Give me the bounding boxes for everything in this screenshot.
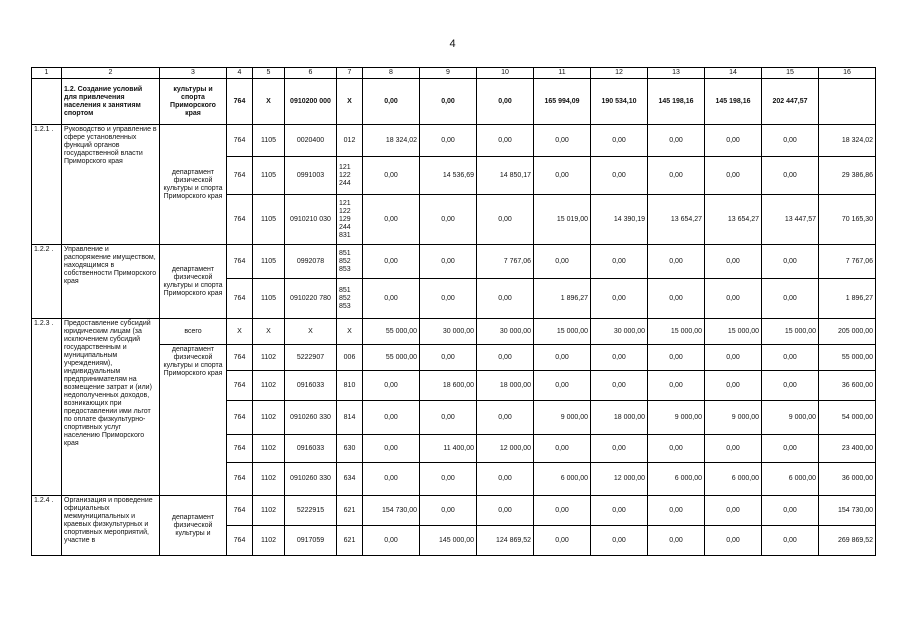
cell-c5: 1105 [253, 157, 285, 195]
cell-c6: 5222907 [285, 345, 337, 371]
cell-c5: X [253, 79, 285, 125]
cell-value: 0,00 [534, 245, 591, 279]
cell-value: 145 198,16 [648, 79, 705, 125]
row-executor: департамент физической культуры и спорта Приморского края [160, 345, 227, 496]
cell-value: 29 386,86 [819, 157, 876, 195]
cell-value: 0,00 [534, 125, 591, 157]
cell-value: 9 000,00 [648, 401, 705, 435]
cell-value: 0,00 [648, 157, 705, 195]
cell-c5: 1102 [253, 371, 285, 401]
cell-value: 0,00 [420, 463, 477, 496]
column-header: 15 [762, 68, 819, 79]
cell-value: 0,00 [591, 279, 648, 319]
row-number: 1.2.3 . [32, 319, 62, 496]
cell-value: 0,00 [534, 496, 591, 526]
cell-value: 18 324,02 [819, 125, 876, 157]
cell-value: 0,00 [648, 496, 705, 526]
cell-value: 0,00 [648, 371, 705, 401]
cell-c4: 764 [227, 526, 253, 556]
cell-value: 0,00 [648, 245, 705, 279]
table-row [32, 125, 876, 157]
cell-value: 165 994,09 [534, 79, 591, 125]
cell-c6: 0910260 330 [285, 401, 337, 435]
column-header: 10 [477, 68, 534, 79]
cell-c7: 810 [337, 371, 363, 401]
cell-c5: 1102 [253, 345, 285, 371]
cell-value: 154 730,00 [819, 496, 876, 526]
table-row [32, 79, 876, 125]
cell-value: 0,00 [591, 371, 648, 401]
row-executor: департамент физической культуры и спорта Приморского края [160, 245, 227, 319]
cell-value: 0,00 [420, 496, 477, 526]
column-header: 16 [819, 68, 876, 79]
cell-c4: 764 [227, 79, 253, 125]
cell-value: 145 198,16 [705, 79, 762, 125]
cell-value: 154 730,00 [363, 496, 420, 526]
cell-value: 0,00 [477, 496, 534, 526]
cell-c6: 0910200 000 [285, 79, 337, 125]
cell-value: 0,00 [363, 463, 420, 496]
cell-value: 30 000,00 [477, 319, 534, 345]
table-row [32, 496, 876, 526]
cell-value: 13 654,27 [705, 195, 762, 245]
cell-value: 0,00 [762, 371, 819, 401]
cell-c5: X [253, 319, 285, 345]
column-header: 4 [227, 68, 253, 79]
cell-value: 6 000,00 [762, 463, 819, 496]
cell-value: 205 000,00 [819, 319, 876, 345]
cell-c7: 814 [337, 401, 363, 435]
cell-c6: 0991003 [285, 157, 337, 195]
column-header: 5 [253, 68, 285, 79]
cell-value: 0,00 [534, 435, 591, 463]
cell-value: 0,00 [705, 279, 762, 319]
cell-value: 0,00 [705, 371, 762, 401]
cell-value: 15 000,00 [762, 319, 819, 345]
cell-value: 0,00 [762, 526, 819, 556]
cell-value: 0,00 [420, 79, 477, 125]
cell-value: 0,00 [648, 345, 705, 371]
cell-value: 0,00 [705, 245, 762, 279]
cell-c7: 012 [337, 125, 363, 157]
cell-value: 0,00 [477, 195, 534, 245]
cell-c7: 621 [337, 526, 363, 556]
cell-value: 0,00 [648, 125, 705, 157]
cell-value: 0,00 [705, 435, 762, 463]
cell-c5: 1102 [253, 496, 285, 526]
cell-value: 0,00 [705, 496, 762, 526]
cell-value: 0,00 [762, 245, 819, 279]
cell-value: 7 767,06 [819, 245, 876, 279]
cell-c7: X [337, 79, 363, 125]
cell-value: 14 536,69 [420, 157, 477, 195]
header-row [32, 68, 876, 79]
cell-value: 0,00 [420, 195, 477, 245]
cell-value: 0,00 [477, 279, 534, 319]
cell-value: 23 400,00 [819, 435, 876, 463]
cell-c7: 851 852 853 [337, 279, 363, 319]
cell-value: 0,00 [534, 157, 591, 195]
cell-c6: 0910220 780 [285, 279, 337, 319]
cell-c6: 0020400 [285, 125, 337, 157]
column-header: 3 [160, 68, 227, 79]
row-name: 1.2. Создание условий для привлечения населения к занятиям спортом [62, 79, 160, 125]
cell-value: 7 767,06 [477, 245, 534, 279]
cell-c6: 0916033 [285, 371, 337, 401]
row-name: Управление и распоряжение имуществом, находящимся в собственности Приморского края [62, 245, 160, 319]
cell-value: 15 000,00 [705, 319, 762, 345]
cell-value: 14 390,19 [591, 195, 648, 245]
cell-c4: 764 [227, 435, 253, 463]
cell-value: 18 000,00 [591, 401, 648, 435]
cell-c7: 006 [337, 345, 363, 371]
cell-value: 6 000,00 [534, 463, 591, 496]
cell-value: 0,00 [420, 279, 477, 319]
cell-value: 55 000,00 [363, 319, 420, 345]
column-header: 1 [32, 68, 62, 79]
cell-value: 0,00 [477, 401, 534, 435]
cell-value: 0,00 [591, 245, 648, 279]
cell-value: 15 000,00 [648, 319, 705, 345]
cell-value: 36 000,00 [819, 463, 876, 496]
cell-c7: 621 [337, 496, 363, 526]
cell-value: 0,00 [591, 496, 648, 526]
row-executor: департамент физической культуры и [160, 496, 227, 556]
cell-value: 145 000,00 [420, 526, 477, 556]
cell-value: 0,00 [648, 279, 705, 319]
column-header: 11 [534, 68, 591, 79]
cell-value: 0,00 [762, 157, 819, 195]
cell-value: 14 850,17 [477, 157, 534, 195]
cell-value: 0,00 [705, 125, 762, 157]
row-number [32, 79, 62, 125]
cell-value: 11 400,00 [420, 435, 477, 463]
row-name: Руководство и управление в сфере установленных функций органов государственной власти Приморского края [62, 125, 160, 245]
cell-value: 0,00 [648, 526, 705, 556]
column-header: 6 [285, 68, 337, 79]
cell-value: 0,00 [477, 125, 534, 157]
cell-c6: 0917059 [285, 526, 337, 556]
cell-value: 0,00 [591, 526, 648, 556]
cell-c7: 634 [337, 463, 363, 496]
cell-value: 0,00 [762, 496, 819, 526]
cell-value: 12 000,00 [591, 463, 648, 496]
cell-value: 6 000,00 [705, 463, 762, 496]
column-header: 7 [337, 68, 363, 79]
cell-value [819, 79, 876, 125]
cell-value: 1 896,27 [534, 279, 591, 319]
cell-value: 18 324,02 [363, 125, 420, 157]
cell-c5: 1105 [253, 195, 285, 245]
cell-c4: 764 [227, 245, 253, 279]
cell-value: 13 654,27 [648, 195, 705, 245]
cell-c5: 1102 [253, 435, 285, 463]
cell-value: 0,00 [648, 435, 705, 463]
row-name: Организация и проведение официальных межмуниципальных и краевых физкультурных и спортивных мероприятий, участие в [62, 496, 160, 556]
cell-value: 9 000,00 [762, 401, 819, 435]
cell-value: 9 000,00 [534, 401, 591, 435]
cell-c5: 1105 [253, 279, 285, 319]
column-header: 2 [62, 68, 160, 79]
cell-value: 0,00 [477, 345, 534, 371]
row-name: Предоставление субсидий юридическим лицам (за исключением субсидий государственным и муниципальным учреждениям), индивидуальным предпринимателям на возмещение затрат и (или) недополученных доходов, возникающих при предоставлении ими льгот по оплате физкультурно-спортивных услуг населению Приморского края [62, 319, 160, 496]
cell-c7: 851 852 853 [337, 245, 363, 279]
cell-c5: 1105 [253, 125, 285, 157]
cell-c5: 1102 [253, 401, 285, 435]
cell-value: 0,00 [705, 526, 762, 556]
cell-value: 0,00 [363, 79, 420, 125]
column-header: 14 [705, 68, 762, 79]
cell-value: 190 534,10 [591, 79, 648, 125]
cell-c4: 764 [227, 496, 253, 526]
cell-value: 0,00 [591, 157, 648, 195]
cell-value: 0,00 [762, 345, 819, 371]
cell-value: 0,00 [420, 125, 477, 157]
cell-value: 18 000,00 [477, 371, 534, 401]
cell-value: 18 600,00 [420, 371, 477, 401]
cell-c6: 0910210 030 [285, 195, 337, 245]
cell-c5: 1102 [253, 463, 285, 496]
row-executor: всего [160, 319, 227, 345]
cell-value: 0,00 [363, 371, 420, 401]
cell-c7: 121 122 244 [337, 157, 363, 195]
row-executor: департамент физической культуры и спорта Приморского края [160, 125, 227, 245]
cell-value: 0,00 [591, 435, 648, 463]
cell-c6: X [285, 319, 337, 345]
cell-c4: 764 [227, 125, 253, 157]
cell-value: 0,00 [363, 157, 420, 195]
cell-c4: 764 [227, 401, 253, 435]
cell-value: 0,00 [591, 125, 648, 157]
cell-value: 269 869,52 [819, 526, 876, 556]
cell-c4: 764 [227, 463, 253, 496]
cell-value: 0,00 [363, 195, 420, 245]
row-number: 1.2.4 . [32, 496, 62, 556]
cell-c6: 5222915 [285, 496, 337, 526]
cell-value: 1 896,27 [819, 279, 876, 319]
cell-value: 0,00 [534, 371, 591, 401]
cell-c4: 764 [227, 345, 253, 371]
cell-value: 13 447,57 [762, 195, 819, 245]
cell-value: 15 019,00 [534, 195, 591, 245]
cell-value: 0,00 [705, 345, 762, 371]
cell-value: 9 000,00 [705, 401, 762, 435]
cell-value: 36 600,00 [819, 371, 876, 401]
cell-value: 0,00 [534, 345, 591, 371]
cell-value: 202 447,57 [762, 79, 819, 125]
cell-value: 70 165,30 [819, 195, 876, 245]
cell-c5: 1102 [253, 526, 285, 556]
table-row [32, 245, 876, 279]
cell-c7: 630 [337, 435, 363, 463]
cell-value: 12 000,00 [477, 435, 534, 463]
cell-value: 0,00 [363, 279, 420, 319]
column-header: 8 [363, 68, 420, 79]
cell-value: 0,00 [477, 463, 534, 496]
cell-value: 0,00 [363, 401, 420, 435]
cell-value: 0,00 [534, 526, 591, 556]
cell-value: 0,00 [705, 157, 762, 195]
cell-value: 124 869,52 [477, 526, 534, 556]
row-number: 1.2.2 . [32, 245, 62, 319]
cell-c6: 0992078 [285, 245, 337, 279]
cell-c4: 764 [227, 279, 253, 319]
cell-c5: 1105 [253, 245, 285, 279]
cell-value: 6 000,00 [648, 463, 705, 496]
row-executor: культуры и спорта Приморского края [160, 79, 227, 125]
cell-c7: 121 122 129 244 831 [337, 195, 363, 245]
cell-value: 0,00 [363, 526, 420, 556]
cell-c4: 764 [227, 195, 253, 245]
cell-value: 0,00 [762, 435, 819, 463]
column-header: 9 [420, 68, 477, 79]
cell-c7: X [337, 319, 363, 345]
cell-value: 30 000,00 [591, 319, 648, 345]
cell-value: 55 000,00 [363, 345, 420, 371]
column-header: 13 [648, 68, 705, 79]
cell-c6: 0916033 [285, 435, 337, 463]
cell-c4: 764 [227, 371, 253, 401]
cell-value: 0,00 [762, 125, 819, 157]
cell-value: 55 000,00 [819, 345, 876, 371]
cell-value: 0,00 [363, 435, 420, 463]
budget-table [31, 67, 876, 556]
cell-value: 0,00 [420, 345, 477, 371]
cell-value: 0,00 [420, 245, 477, 279]
cell-value: 30 000,00 [420, 319, 477, 345]
cell-value: 0,00 [591, 345, 648, 371]
cell-value: 0,00 [477, 79, 534, 125]
cell-value: 0,00 [363, 245, 420, 279]
cell-value: 0,00 [420, 401, 477, 435]
cell-value: 15 000,00 [534, 319, 591, 345]
row-number: 1.2.1 . [32, 125, 62, 245]
page-number: 4 [449, 38, 456, 50]
cell-value: 0,00 [762, 279, 819, 319]
cell-c4: X [227, 319, 253, 345]
cell-c4: 764 [227, 157, 253, 195]
table-row [32, 319, 876, 345]
column-header: 12 [591, 68, 648, 79]
cell-c6: 0910260 330 [285, 463, 337, 496]
cell-value: 54 000,00 [819, 401, 876, 435]
